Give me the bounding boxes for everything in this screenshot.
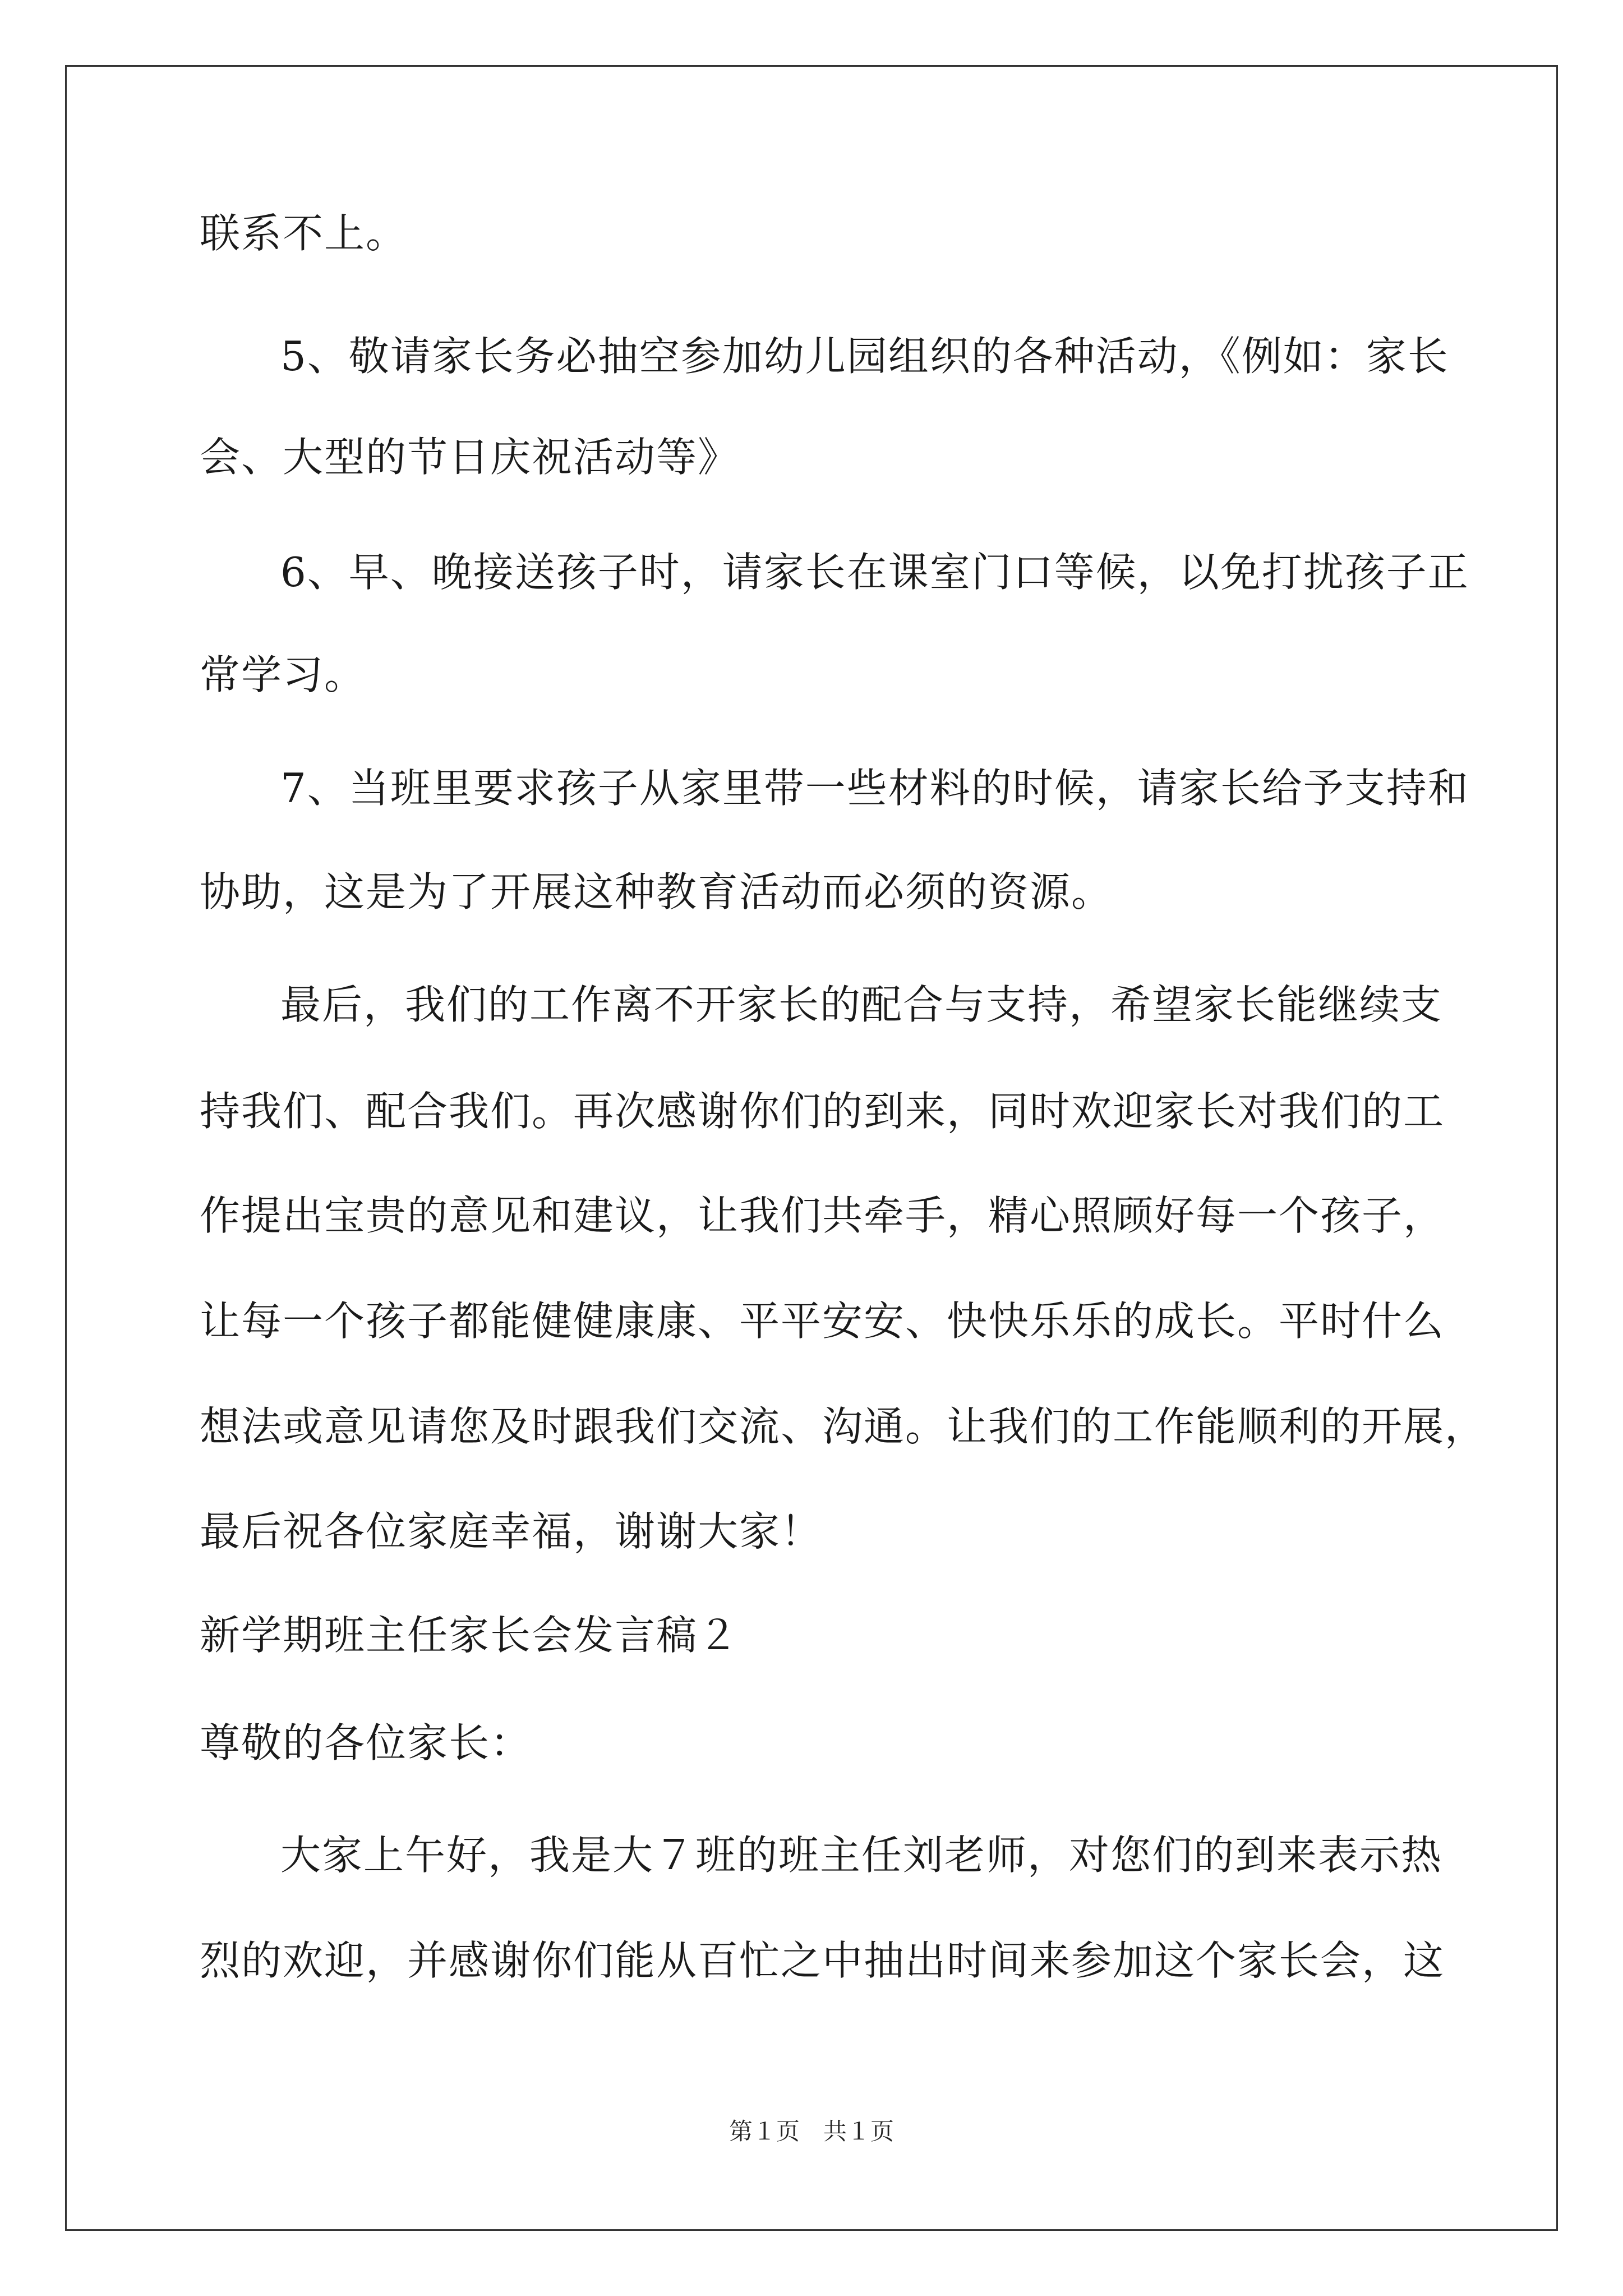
text-line: 5、敬请家长务必抽空参加幼儿园组织的各种活动，《例如：家长 — [280, 333, 1449, 380]
text-line: 常学习。 — [200, 651, 366, 698]
text-line: 协助，这是为了开展这种教育活动而必须的资源。 — [200, 868, 1113, 915]
text-line: 最后，我们的工作离不开家长的配合与支持，希望家长能继续支 — [280, 981, 1443, 1028]
text-line: 会、大型的节日庆祝活动等》 — [200, 434, 740, 481]
text-line: 想法或意见请您及时跟我们交流、沟通。让我们的工作能顺利的开展， — [200, 1403, 1487, 1450]
text-line: 持我们、配合我们。再次感谢你们的到来，同时欢迎家长对我们的工 — [200, 1088, 1445, 1135]
text-line: 大家上午好，我是大７班的班主任刘老师，对您们的到来表示热 — [280, 1832, 1443, 1879]
page-border — [65, 65, 1558, 2231]
page-number-footer: 第１页 共１页 — [728, 2118, 894, 2145]
text-line: 6、早、晚接送孩子时，请家长在课室门口等候，以免打扰孩子正 — [280, 549, 1469, 596]
text-line: 让每一个孩子都能健健康康、平平安安、快快乐乐的成长。平时什么 — [200, 1297, 1445, 1345]
text-line: 7、当班里要求孩子从家里带一些材料的时候，请家长给予支持和 — [280, 765, 1469, 812]
text-line: 联系不上。 — [200, 210, 408, 257]
text-line: 烈的欢迎，并感谢你们能从百忙之中抽出时间来参加这个家长会，这 — [200, 1937, 1445, 1984]
text-line: 最后祝各位家庭幸福，谢谢大家！ — [200, 1508, 823, 1555]
text-line: 作提出宝贵的意见和建议，让我们共牵手，精心照顾好每一个孩子， — [200, 1192, 1445, 1239]
section-heading: 新学期班主任家长会发言稿２ — [200, 1612, 740, 1659]
salutation: 尊敬的各位家长： — [200, 1719, 532, 1766]
